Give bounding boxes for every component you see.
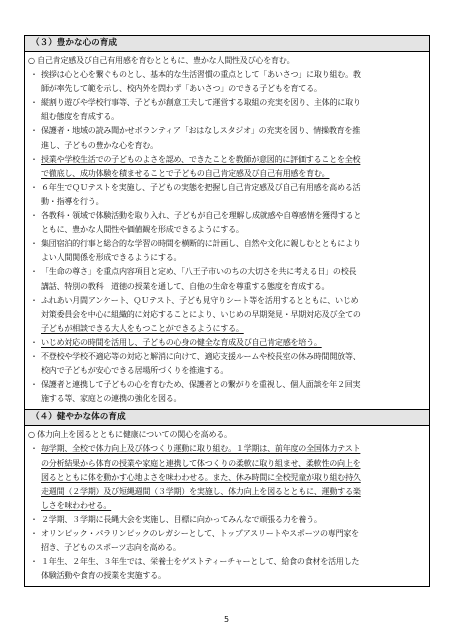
bullet-item-line: 「生命の尊さ」を重点内容項目と定め、「八王子市いのちの大切さを共に考える日」の校長 <box>41 267 357 277</box>
bullet-item-line: 不登校や学校不適応等の対応と解消に向けて、適応支援ルームや校長室の休み時間開放等、 <box>41 351 361 361</box>
bullet-item <box>28 68 425 96</box>
bullet-item <box>28 153 425 181</box>
section-3-title: （３）豊かな心の育成 <box>25 36 429 52</box>
bullet-item-line: 保護者と連携して子どもの心を育むため、保護者との繋がりを重視し、個人面談を年２回実 <box>41 380 361 390</box>
bullet-item <box>28 513 425 527</box>
bullet-marker: ・ <box>30 557 38 567</box>
bullet-item <box>28 378 425 406</box>
bullet-item <box>28 237 425 265</box>
bullet-item <box>28 265 425 293</box>
section-3-body <box>25 52 429 409</box>
bullet-item <box>28 96 425 124</box>
bullet-marker: ・ <box>30 514 38 524</box>
bullet-marker: ・ <box>30 380 38 390</box>
bullet-item <box>28 294 425 336</box>
bullet-marker: ・ <box>30 70 38 80</box>
bullet-marker: ・ <box>30 239 38 249</box>
bullet-item-line: １年生、２年生、３年生では、栄養士をゲストティーチャーとして、給食の食材を活用した <box>41 557 360 567</box>
section-4-lead: ○ 体力向上を図るとともに健康についての関心を高める。 <box>28 428 425 442</box>
bullet-item-line: 授業や学校生活での子どものよさを認め、できたことを教師が意図的に評価することを全校 <box>41 154 361 164</box>
bullet-item-line: 子どもが相談できる大人をもつことができるようにする。 <box>41 323 244 333</box>
bullet-marker: ・ <box>30 444 38 454</box>
bullet-item <box>28 350 425 378</box>
page-number: 5 <box>223 615 230 624</box>
bullet-item-line: で徹底し、成功体験を積ませることで子どもの自己肯定感及び自己有用感を育む。 <box>41 168 330 178</box>
bullet-item-line: 師が率先して範を示し、校内外を問わず「あいさつ」のできる子どもを育てる。 <box>41 84 322 94</box>
bullet-item-line: 対策委員会を中心に組織的に対応することにより、いじめの早期発見・早期対応及び全ての <box>41 309 361 319</box>
bullet-item-line: 体験活動や食育の授業を実施する。 <box>41 571 166 581</box>
bullet-item <box>28 124 425 152</box>
bullet-item-line: 動・指導を行う。 <box>41 196 104 206</box>
bullet-marker: ・ <box>30 182 38 192</box>
bullet-item-line: オリンピック・パラリンピックのレガシーとして、トップアスリートやスポーツの専門家を <box>41 529 359 538</box>
goals-table <box>24 35 430 587</box>
bullet-item-line: 保護者・地域の読み聞かせボランティア「おはなしスタジオ」の充実を図り、情操教育を推 <box>41 126 361 136</box>
bullet-item-line: ともに、豊かな人間性や価値観を形成できるようにする。 <box>41 225 244 235</box>
bullet-marker: ・ <box>30 529 38 538</box>
bullet-item-line: 講話、特別の教科 道徳の授業を通して、自他の生命を尊重する態度を育成する。 <box>41 281 330 291</box>
bullet-item-line: ２学期、３学期に長縄大会を実施し、目標に向かってみんなで頑張る力を養う。 <box>41 514 322 524</box>
bullet-item-line: 走週間（２学期）及び短縄週間（３学期）を実施し、体力向上を図るとともに、運動する楽 <box>41 486 361 496</box>
bullet-item <box>28 555 425 583</box>
section-4-items <box>28 442 425 583</box>
bullet-item-line: 校内で子どもが安心できる居場所づくりを推進する。 <box>41 366 229 376</box>
bullet-item-line: 組む態度を育成する。 <box>41 112 119 122</box>
bullet-item-line: 進し、子どもの豊かな心を育む。 <box>41 140 158 150</box>
bullet-item-line: 毎学期、全校で体力向上及び体つくり運動に取り組む。１学期は、前年度の全国体力テスト <box>41 444 361 454</box>
bullet-item-line: 縦割り遊びや学校行事等、子どもが創意工夫して運営する取組の充実を図り、主体的に取り <box>41 98 361 108</box>
bullet-marker: ・ <box>30 154 38 164</box>
bullet-item-line: ６年生でＱＵテストを実施し、子どもの実態を把握し自己肯定感及び自己有用感を高める活 <box>41 182 361 192</box>
bullet-marker: ・ <box>30 98 38 108</box>
bullet-item-line: の分析結果から体育の授業や家庭と連携して体つくりの柔軟に取り組ませ、柔軟性の向上を <box>41 458 361 468</box>
section-3-items <box>28 68 425 406</box>
bullet-item-line: 集団宿泊的行事と総合的な学習の時間を横断的に計画し、自然や文化に親しむとともにより <box>41 239 361 249</box>
section-4-body <box>25 426 429 586</box>
bullet-item <box>28 442 425 512</box>
bullet-item <box>28 209 425 237</box>
bullet-item <box>28 181 425 209</box>
bullet-item-line: ふれあい月間アンケート、ＱＵテスト、子ども見守りシート等を活用するとともに、いじめ <box>41 295 359 305</box>
bullet-marker: ・ <box>30 351 38 361</box>
bullet-marker: ・ <box>30 126 38 136</box>
bullet-item-line: しさを味わわせる。 <box>41 500 112 510</box>
bullet-item <box>28 527 425 555</box>
bullet-item-line: 招き、子どものスポーツ志向を高める。 <box>41 543 181 553</box>
section-4-title: （４）健やかな体の育成 <box>25 409 429 426</box>
bullet-marker: ・ <box>30 211 38 221</box>
bullet-item-line: 各教科・領域で体験活動を取り入れ、子どもが自己を理解し成就感や自尊感情を獲得すると <box>41 211 362 221</box>
section-3-lead: ○ 自己肯定感及び自己有用感を育むとともに、豊かな人間性及び心を育む。 <box>28 54 425 68</box>
bullet-item-line: 施する等、家庭との連携の強化を図る。 <box>41 394 182 404</box>
bullet-item-line: 挨拶は心と心を繋ぐものとし、基本的な生活習慣の重点として「あいさつ」に取り組む。教 <box>41 70 361 80</box>
bullet-marker: ・ <box>30 295 38 305</box>
bullet-item-line: いじめ対応の時間を活用し、子どもの心身の健全な育成及び自己肯定感を培う。 <box>41 337 322 347</box>
bullet-marker: ・ <box>30 267 38 277</box>
bullet-item-line: 図るとともに体を動かす心地よさを味わわせる。また、休み時間に全校児童が取り組む持久 <box>41 472 361 482</box>
bullet-item <box>28 336 425 350</box>
bullet-marker: ・ <box>30 337 38 347</box>
bullet-item-line: よい人間関係を形成できるようにする。 <box>41 253 182 263</box>
